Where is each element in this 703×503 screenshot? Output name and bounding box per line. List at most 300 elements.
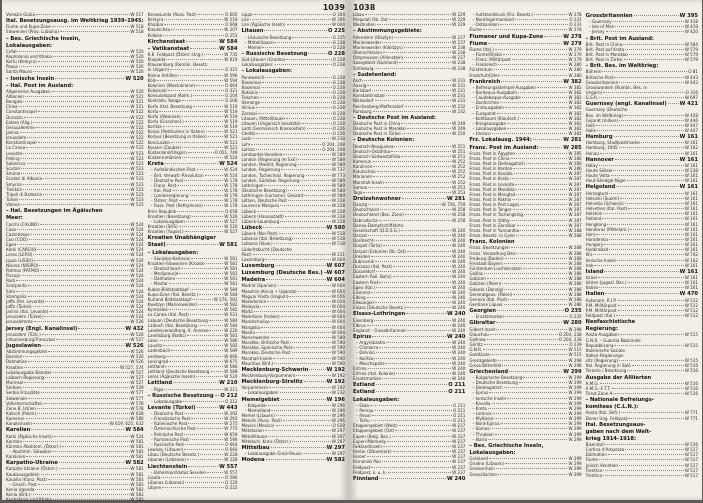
- catalogue-reference: W 287: [568, 186, 582, 192]
- entry-name: Italien: [585, 291, 605, 298]
- entry-name: Fiume: [585, 457, 598, 463]
- dot-leader: [372, 90, 451, 91]
- catalogue-reference: W 292: [224, 411, 238, 416]
- entry-name: Laos: [147, 338, 158, 344]
- entry-name: G.N.R. – Guardia Nazionale: [585, 337, 641, 343]
- catalogue-reference: W 590: [331, 350, 345, 356]
- catalogue-reference: W 421: [679, 101, 698, 108]
- entry-name: – Deutsche Post: [150, 411, 184, 416]
- entry-name: Liauta: [147, 474, 161, 480]
- entry-name: Helvetia (Schweiz): [585, 200, 624, 206]
- entry-name: Korfu: [147, 108, 159, 114]
- entry-name: Constantinopel: [6, 109, 37, 115]
- entry-name: Hungary: [585, 242, 604, 248]
- catalogue-reference: W 521: [130, 93, 144, 99]
- index-entry: [586, 151, 698, 156]
- dot-leader: [625, 49, 684, 50]
- catalogue-reference: W 522: [130, 145, 144, 151]
- catalogue-reference: W 296: [331, 412, 345, 418]
- dot-leader: [385, 363, 451, 364]
- catalogue-reference: W 161: [684, 285, 698, 291]
- catalogue-reference: W 238: [452, 44, 466, 50]
- entry-name: Asch: [353, 77, 363, 83]
- catalogue-reference: W 240: [446, 475, 466, 482]
- dot-leader: [613, 170, 683, 171]
- catalogue-reference: W 238: [684, 168, 698, 173]
- catalogue-reference: W 240: [452, 248, 466, 254]
- dot-leader: [602, 71, 687, 72]
- entry-name: London, Regierung: [241, 167, 280, 173]
- dot-leader: [370, 405, 452, 406]
- catalogue-reference: W 161: [684, 178, 698, 184]
- dot-leader: [367, 325, 451, 326]
- catalogue-reference: O 81: [688, 69, 698, 75]
- entry-name: Franz. Post in Tschongking: [469, 212, 524, 218]
- catalogue-reference: W 161: [684, 262, 698, 268]
- catalogue-reference: W 523: [130, 181, 144, 187]
- catalogue-reference: W 527: [224, 229, 238, 235]
- entry-name: Eisenberg: [353, 317, 374, 323]
- entry-name: – Deutsche Post im Ausland:: [353, 114, 436, 121]
- catalogue-reference: W 240: [452, 269, 466, 275]
- entry-name: London (Regierung im Exil): [241, 157, 297, 163]
- dot-leader: [252, 138, 331, 139]
- entry-name: Ostpreussen (Allenstein): [353, 55, 404, 61]
- entry-name: – Lokalausgaben: [150, 218, 185, 224]
- entry-name: Kroatien-Slawonien (Kroatie: [147, 260, 205, 266]
- dot-leader: [492, 403, 568, 404]
- catalogue-reference: W 382: [568, 115, 582, 121]
- index-entry: [6, 69, 144, 74]
- entry-name: Trentino: [585, 472, 603, 478]
- catalogue-reference: W 607: [326, 263, 345, 270]
- entry-name: – Thrakien: [472, 431, 494, 437]
- entry-name: Dalmatien: [6, 359, 28, 365]
- dot-leader: [56, 339, 130, 340]
- entry-name: Italienische Soziale: [585, 347, 625, 353]
- dot-leader: [27, 137, 129, 138]
- entry-name: – Abstimmungsgebiete:: [353, 28, 422, 35]
- dot-leader: [492, 133, 568, 134]
- dot-leader: [53, 372, 130, 373]
- catalogue-reference: W 240: [452, 253, 466, 259]
- entry-name: Klausenburg (Rumän. Besetz.: [147, 62, 209, 68]
- entry-name: Deutsch-Neuguinea: [353, 143, 394, 149]
- entry-name: Aussig: [353, 82, 367, 88]
- catalogue-reference: W 229: [452, 22, 466, 28]
- catalogue-reference: W 521: [130, 99, 144, 105]
- catalogue-reference: W 288: [568, 227, 582, 233]
- entry-name: Lausitz: [147, 343, 163, 349]
- entry-name: Lokalausgaben:: [353, 396, 400, 403]
- entry-name: – Deutsche Kolonien:: [353, 137, 415, 144]
- catalogue-reference: W 584: [224, 291, 238, 297]
- dot-leader: [377, 24, 452, 25]
- catalogue-reference: W 523: [130, 186, 144, 192]
- entry-name: – Russische Post: [150, 441, 185, 447]
- dot-leader: [402, 198, 446, 199]
- dot-leader: [206, 131, 224, 132]
- dot-leader: [375, 100, 452, 101]
- dot-leader: [371, 420, 452, 421]
- dot-leader: [193, 106, 223, 107]
- dot-leader: [265, 259, 330, 260]
- catalogue-reference: W 524: [130, 309, 144, 315]
- entry-name: Karolinen: [6, 454, 26, 460]
- catalogue-reference: W 578: [130, 405, 144, 411]
- index-entry: [148, 374, 238, 379]
- entry-name: – Brit. Verwalt.-Revolution: [150, 172, 204, 178]
- dot-leader: [42, 334, 130, 335]
- dot-leader: [185, 121, 223, 122]
- dot-leader: [619, 120, 684, 121]
- catalogue-reference: W 523: [130, 166, 144, 172]
- entry-name: Ital. Besetzungsaus-: [585, 421, 646, 428]
- catalogue-reference: W 253: [452, 184, 466, 190]
- catalogue-reference: W 240: [452, 376, 466, 382]
- entry-name: Marokko, Deutsche Post: [241, 350, 291, 356]
- entry-name: Mecklenburg-Schwerin: [241, 366, 309, 373]
- dot-leader: [620, 334, 684, 335]
- entry-name: Mauritius (Brit.): [241, 360, 274, 366]
- entry-name: Haut-Sénégal-Niger: [585, 178, 626, 184]
- entry-name: Lübeck-Lauenburg: [241, 218, 280, 224]
- catalogue-reference: O 586: [225, 474, 238, 480]
- index-entry: [241, 22, 345, 27]
- dot-leader: [368, 187, 451, 188]
- catalogue-reference: W 258: [452, 212, 466, 218]
- dot-leader: [371, 292, 451, 293]
- dot-leader: [274, 363, 330, 364]
- entry-name: Grossräschen: [469, 471, 498, 477]
- entry-name: – Russische Besetzung: [241, 51, 308, 58]
- entry-name: Dorpat: [353, 233, 368, 239]
- entry-name: Hanau: [585, 150, 599, 156]
- dot-leader: [23, 101, 129, 102]
- catalogue-reference: W 524: [130, 283, 144, 289]
- dot-leader: [641, 142, 684, 143]
- entry-name: – Österreichische Post: [150, 426, 196, 432]
- catalogue-reference: W 299: [568, 374, 582, 380]
- entry-name: – Guernsey: [588, 19, 612, 25]
- entry-name: Grossbritannien: [585, 79, 619, 85]
- dot-leader: [599, 97, 684, 98]
- index-column: [586, 12, 698, 498]
- catalogue-reference: W 522: [130, 140, 144, 146]
- dot-leader: [374, 68, 451, 69]
- index-entry: [148, 470, 238, 475]
- entry-name: Pergolati Ob. Ost: [353, 17, 388, 23]
- entry-name: Johannesburg/Transvaal: [6, 336, 55, 342]
- dot-leader: [385, 182, 451, 183]
- dot-leader: [290, 342, 331, 343]
- catalogue-reference: O 668: [225, 22, 238, 28]
- entry-name: Makedonien: [241, 298, 267, 304]
- entry-name: Libanus (Libanon): [147, 479, 185, 485]
- catalogue-reference: W 519: [224, 17, 238, 23]
- index-entry: [241, 361, 345, 366]
- dot-leader: [604, 271, 678, 272]
- catalogue-reference: W 161: [684, 242, 698, 248]
- catalogue-reference: W 604: [331, 324, 345, 330]
- catalogue-reference: W 238: [452, 60, 466, 66]
- index-entry: [148, 229, 238, 234]
- dot-leader: [187, 335, 223, 336]
- catalogue-reference: W 656: [331, 293, 345, 299]
- entry-name: A.M.G.: [585, 380, 599, 386]
- entry-name: China: [6, 104, 18, 110]
- dot-leader: [307, 128, 332, 129]
- dot-leader: [379, 282, 451, 283]
- catalogue-reference: W 161: [679, 184, 698, 191]
- entry-name: Marshall-Inseln: [241, 355, 273, 361]
- dot-leader: [266, 405, 330, 406]
- dot-leader: [524, 214, 567, 215]
- dot-leader: [279, 233, 331, 234]
- entry-name: Franz. Post im Ausland:: [469, 144, 539, 151]
- catalogue-reference: W 299: [568, 411, 582, 416]
- dot-leader: [629, 54, 684, 55]
- dot-leader: [606, 31, 684, 32]
- entry-name: Dalmatien: [585, 452, 607, 458]
- catalogue-reference: W 240: [452, 258, 466, 264]
- entry-name: Westindien: [353, 22, 376, 28]
- catalogue-reference: O 665: [225, 12, 238, 17]
- dot-leader: [510, 178, 568, 179]
- entry-name: Jerusalem: [6, 135, 27, 141]
- entry-name: – Klaipeda: [244, 402, 266, 408]
- entry-name: Helsinki (Suomi): [585, 195, 620, 201]
- index-heading: [241, 457, 345, 463]
- dot-leader: [33, 71, 130, 72]
- entry-name: London, Südslaw. Regierung: [241, 177, 300, 183]
- entry-name: Krim Republik: [147, 208, 177, 214]
- dot-leader: [298, 291, 331, 292]
- dot-leader: [619, 465, 684, 466]
- catalogue-reference: W 251: [452, 148, 466, 154]
- entry-name: Teramo / Besetzung: [585, 368, 627, 374]
- catalogue-reference: W 604: [331, 298, 345, 304]
- entry-name: Luxemburg: [241, 263, 275, 270]
- dot-leader: [59, 462, 124, 463]
- entry-name: Grodno (Litauen): [469, 461, 505, 467]
- entry-name: – Memel: [244, 44, 262, 50]
- dot-leader: [23, 184, 130, 185]
- dot-leader: [515, 184, 567, 185]
- catalogue-reference: W 524: [130, 267, 144, 273]
- index-entry: [469, 437, 581, 442]
- entry-name: – Brit. Bes. im Weltkrieg:: [585, 63, 659, 70]
- dot-leader: [613, 21, 684, 22]
- dot-leader: [273, 358, 330, 359]
- index-entry: [469, 314, 581, 319]
- entry-name: Marienwerder: [241, 334, 270, 340]
- catalogue-reference: W 590: [331, 355, 345, 361]
- index-entry: [241, 439, 345, 444]
- catalogue-reference: W 524: [130, 304, 144, 309]
- dot-leader: [379, 347, 451, 348]
- catalogue-reference: W 238: [452, 65, 466, 71]
- catalogue-reference: W 161: [684, 190, 698, 196]
- catalogue-reference: W 577: [130, 395, 144, 401]
- entry-name: Landesverwaltung, K. Annexe: [147, 327, 209, 333]
- entry-name: Memel (Litauen): [241, 412, 275, 418]
- dot-leader: [184, 434, 223, 435]
- catalogue-reference: O 228: [332, 100, 345, 106]
- dot-leader: [407, 307, 451, 308]
- catalogue-reference: W 207: [224, 27, 238, 33]
- catalogue-reference: W 447: [684, 122, 698, 128]
- catalogue-reference: W 524: [130, 262, 144, 268]
- dot-leader: [611, 175, 684, 176]
- catalogue-reference: W 735: [224, 51, 238, 57]
- index-entry: [586, 57, 698, 62]
- dot-leader: [207, 472, 223, 473]
- catalogue-reference: W 161: [684, 211, 698, 217]
- entry-name: Haute Silésie: [585, 168, 613, 173]
- dot-leader: [627, 180, 684, 181]
- entry-name: Kaukasusgebiet: [6, 471, 39, 477]
- entry-name: Kiautschou: [147, 27, 171, 33]
- entry-name: Libau (Deutsche Besetz.): [147, 452, 199, 458]
- catalogue-reference: W 240: [452, 371, 466, 377]
- dot-leader: [408, 330, 451, 331]
- catalogue-reference: W 228: [331, 213, 345, 219]
- dot-leader: [367, 297, 452, 298]
- entry-name: Doren Ung. Feldpost: [585, 415, 628, 421]
- catalogue-reference: W 589: [331, 182, 345, 188]
- entry-name: – Riga: [150, 386, 164, 392]
- catalogue-reference: W 590: [331, 360, 345, 366]
- dot-leader: [608, 454, 684, 455]
- entry-name: Kamerun: [6, 416, 25, 422]
- entry-name: Kilikien: [147, 32, 163, 38]
- catalogue-reference: W 519: [224, 124, 238, 130]
- dot-leader: [302, 453, 331, 454]
- entry-name: Bengasi: [6, 99, 23, 105]
- catalogue-reference: W 288: [568, 255, 582, 261]
- catalogue-reference: W 161: [684, 275, 698, 280]
- entry-name: Malaysia: [241, 304, 260, 309]
- index-entry: [586, 313, 698, 318]
- dot-leader: [287, 24, 331, 25]
- entry-name: – Litauische Besetzung: [244, 34, 292, 40]
- dot-leader: [518, 92, 568, 93]
- catalogue-reference: W 258: [452, 207, 466, 213]
- entry-name: Grenzgebiete: [469, 357, 497, 363]
- catalogue-reference: W 299: [568, 461, 582, 467]
- catalogue-reference: W 228: [331, 208, 345, 214]
- index-entry: [148, 485, 238, 490]
- index-entry: [148, 399, 238, 404]
- dot-leader: [26, 147, 129, 148]
- entry-name: – Ital. Post im Ausland:: [6, 82, 74, 89]
- entry-name: Kuban-Bildstaatkopf: [147, 286, 189, 292]
- catalogue-reference: W 237: [452, 55, 466, 61]
- catalogue-reference: W 240: [452, 365, 466, 371]
- dot-leader: [502, 365, 567, 366]
- entry-name: Deutsch-Ostafrika: [353, 148, 390, 154]
- entry-name: Deutsch-Südwestafrika: [353, 153, 401, 159]
- catalogue-reference: W 590: [331, 345, 345, 351]
- entry-name: Kosciuszko: [147, 139, 170, 145]
- catalogue-reference: W 231: [452, 98, 466, 104]
- entry-name: Triest Zone A: [585, 391, 613, 397]
- entry-name: Dresden: [353, 253, 371, 259]
- catalogue-reference: W 584: [224, 317, 238, 323]
- dot-leader: [487, 278, 568, 279]
- dot-leader: [184, 449, 224, 450]
- dot-leader: [288, 190, 331, 191]
- dot-leader: [28, 361, 129, 362]
- entry-name: Patmos (PATMO): [6, 267, 40, 273]
- dot-leader: [623, 44, 684, 45]
- entry-name: Köln: [147, 77, 157, 83]
- catalogue-reference: W 521: [224, 134, 238, 140]
- dot-leader: [407, 251, 451, 252]
- entry-name: Etappengebiet (Ost): [353, 428, 395, 434]
- entry-name: – Delvino: [356, 350, 375, 356]
- dot-leader: [39, 265, 129, 266]
- catalogue-reference: W 279: [568, 51, 582, 57]
- entry-name: Kephalonia und Ithaka: [6, 497, 52, 503]
- entry-name: Italien-Regierungs-: [585, 353, 625, 358]
- catalogue-reference: W 516: [684, 363, 698, 369]
- catalogue-reference: O 211: [452, 407, 466, 413]
- entry-name: Lemberg: [147, 353, 166, 359]
- entry-name: Maestrie (Kenia + Uganda): [241, 288, 297, 294]
- entry-name: Genova (Ital. Post): [469, 296, 508, 302]
- catalogue-reference: W 520: [130, 53, 144, 59]
- catalogue-reference: O 226: [332, 126, 345, 132]
- dot-leader: [505, 107, 568, 108]
- entry-name: Kamerun: [353, 158, 372, 164]
- dot-leader: [294, 238, 331, 239]
- entry-name: Repubblicana: [585, 342, 614, 348]
- dot-leader: [276, 425, 332, 426]
- catalogue-reference: W 520: [125, 75, 144, 82]
- entry-name: Fiume und Kupa-Zone: [6, 24, 51, 30]
- dot-leader: [289, 296, 330, 297]
- entry-name: Finnland: [353, 475, 379, 482]
- dot-leader: [40, 224, 130, 225]
- entry-name: Jerusalemme: [6, 319, 33, 325]
- catalogue-reference: W 515: [684, 342, 698, 348]
- dot-leader: [383, 245, 451, 246]
- catalogue-reference: W 237: [452, 454, 466, 460]
- catalogue-reference: W 237: [452, 469, 466, 475]
- dot-leader: [185, 231, 224, 232]
- dot-leader: [407, 128, 451, 129]
- catalogue-reference: W 279: [568, 57, 582, 63]
- catalogue-reference: W 521: [224, 139, 238, 145]
- catalogue-reference: W 580: [130, 416, 144, 422]
- catalogue-reference: W 666: [224, 353, 238, 359]
- dot-leader: [539, 147, 562, 148]
- catalogue-reference: W 517: [684, 447, 698, 453]
- catalogue-reference: W 581: [224, 333, 238, 338]
- dot-leader: [598, 277, 684, 278]
- catalogue-reference: W 231: [452, 77, 466, 83]
- entry-name: Malta: [241, 309, 253, 315]
- entry-name: Smirne: [6, 171, 21, 177]
- entry-name: – Sudetenland:: [353, 71, 397, 78]
- dot-leader: [44, 316, 130, 317]
- catalogue-reference: W 581: [224, 281, 238, 287]
- entry-name: England – Grossbritannien: [353, 327, 407, 333]
- catalogue-reference: O 228: [332, 39, 345, 45]
- catalogue-reference: W 527: [130, 369, 144, 375]
